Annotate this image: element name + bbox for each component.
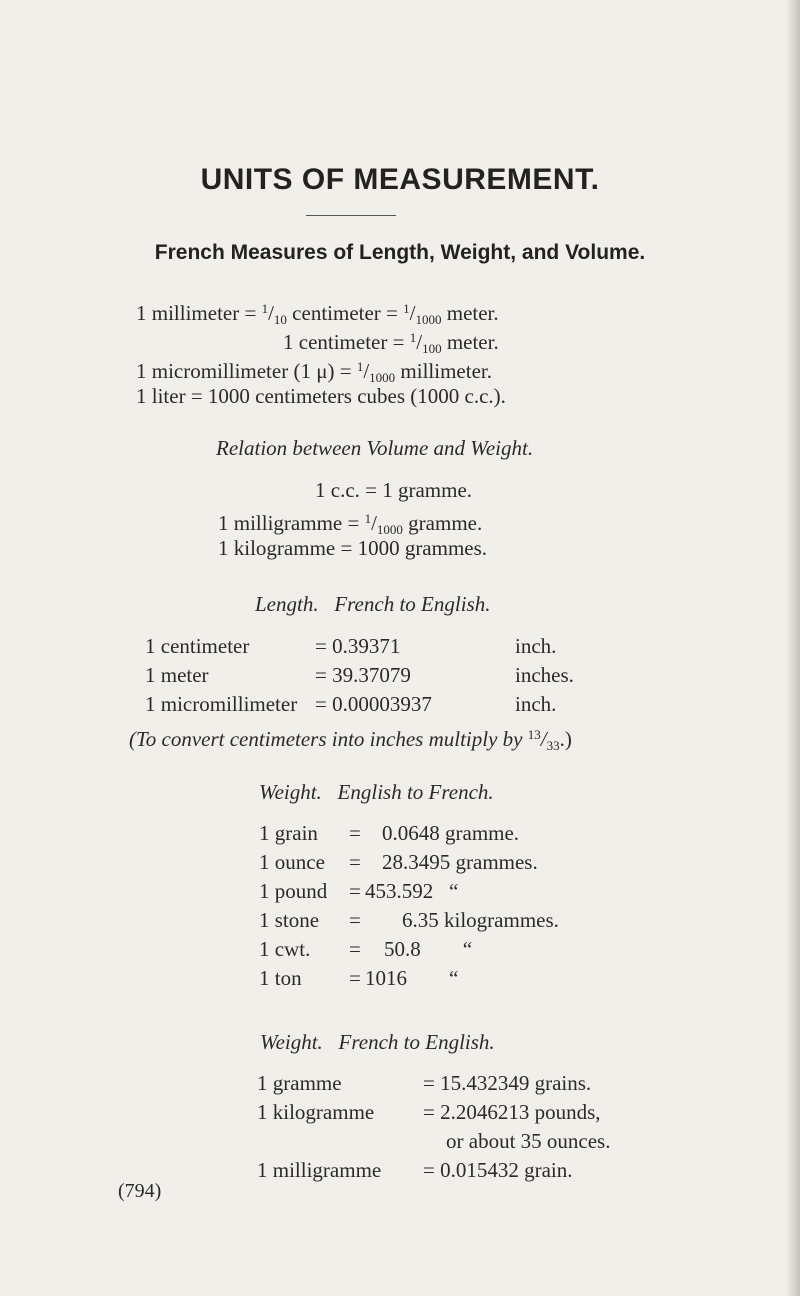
weight-unit: 1 milligramme [257, 1158, 382, 1182]
page-number: (794) [118, 1180, 162, 1202]
weight-unit: 1 grain [259, 821, 318, 845]
relation-line-milligramme: 1 milligramme = $^1$/1000 gramme. [218, 511, 483, 537]
length-conversion-note: (To convert centimeters into inches multiply by $^{13}$/33.) [129, 727, 572, 753]
weight-unit: 1 pound [259, 879, 328, 903]
measure-line-micromillimeter: 1 micromillimeter (1 μ) = $^1$/1000 millimeter. [136, 359, 492, 385]
measure-line-millimeter: 1 millimeter = $^1$/10 centimeter = $^1$/1000 meter. [136, 301, 499, 327]
length-label: inch. [515, 692, 557, 716]
weight-value: or about 35 ounces. [446, 1129, 611, 1153]
weight-value: 0.0648 gramme. [382, 821, 520, 845]
length-unit: 1 meter [145, 663, 209, 687]
length-unit: 1 centimeter [145, 634, 250, 658]
weight-unit: 1 ton [259, 966, 302, 990]
weight-eq: = [349, 908, 361, 932]
title-divider [306, 215, 396, 216]
weight-value: = 0.015432 grain. [423, 1158, 573, 1182]
weight-eq: = [349, 850, 361, 874]
measure-line-liter: 1 liter = 1000 centimeters cubes (1000 c.c.). [136, 384, 506, 408]
weight-eq: = [349, 966, 361, 990]
section-subtitle: French Measures of Length, Weight, and Volume. [154, 241, 646, 264]
relation-heading: Relation between Volume and Weight. [216, 436, 534, 460]
weight-value: = 2.2046213 pounds, [423, 1100, 601, 1124]
weight-unit: 1 stone [259, 908, 320, 932]
weight-eq: = [349, 821, 361, 845]
length-value: = 0.39371 [315, 634, 401, 658]
length-value: = 39.37079 [315, 663, 411, 687]
weight-value: 453.592 “ [365, 879, 459, 903]
weight-value: 1016 “ [365, 966, 459, 990]
weight-value: 28.3495 grammes. [382, 850, 538, 874]
weight-en-fr-heading: Weight. English to French. [259, 780, 494, 804]
weight-value: = 15.432349 grains. [423, 1071, 592, 1095]
measure-line-centimeter: 1 centimeter = $^1$/100 meter. [283, 330, 499, 356]
weight-unit: 1 cwt. [259, 937, 311, 961]
weight-value: 50.8 “ [384, 937, 473, 961]
weight-eq: = [349, 937, 361, 961]
weight-unit: 1 ounce [259, 850, 325, 874]
weight-eq: = [349, 879, 361, 903]
weight-value: 6.35 kilogrammes. [402, 908, 559, 932]
relation-line-kilogramme: 1 kilogramme = 1000 grammes. [218, 536, 488, 560]
length-unit: 1 micromillimeter [145, 692, 298, 716]
length-label: inches. [515, 663, 574, 687]
weight-fr-en-heading: Weight. French to English. [260, 1030, 495, 1054]
weight-unit: 1 gramme [257, 1071, 342, 1095]
weight-unit: 1 kilogramme [257, 1100, 375, 1124]
page-title: UNITS OF MEASUREMENT. [200, 163, 600, 196]
length-value: = 0.00003937 [315, 692, 432, 716]
relation-line-cc: 1 c.c. = 1 gramme. [315, 478, 473, 502]
length-label: inch. [515, 634, 557, 658]
length-heading: Length. French to English. [255, 592, 491, 616]
